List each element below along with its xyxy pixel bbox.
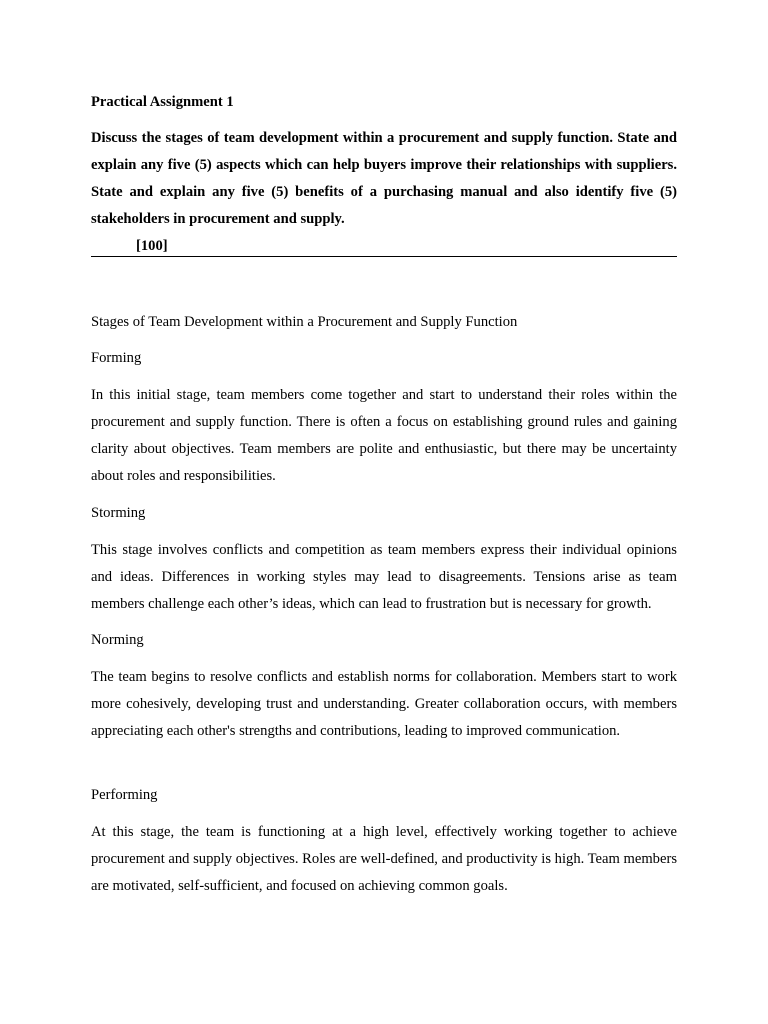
assignment-question: Discuss the stages of team development within a procurement and supply function. State and explain any five (5) aspects which can help buyers improve their relationships with suppliers. State and explain any five (5) benefits of a purchasing manual and also identify five (5) stakeholders in procurement and supply. bbox=[91, 130, 677, 227]
stage-body: At this stage, the team is functioning at a high level, effectively working together to achieve procurement and supply objectives. Roles are well-defined, and productivity is high. Team members are motivated, self-sufficient, and focused on achieving common goals. bbox=[91, 824, 677, 894]
stage-heading: Forming bbox=[91, 350, 142, 366]
stage-body: This stage involves conflicts and competition as team members express their individual opinions and ideas. Differences in working styles may lead to disagreements. Tensions arise as team members challenge each other’s ideas, which can lead to frustration but is necessary for growth. bbox=[91, 542, 677, 612]
stage-heading: Storming bbox=[91, 505, 146, 521]
stage-performing bbox=[91, 782, 677, 900]
section-heading: Stages of Team Development within a Procurement and Supply Function bbox=[91, 314, 518, 330]
assignment-title: Practical Assignment 1 bbox=[91, 94, 234, 110]
horizontal-rule bbox=[91, 256, 677, 257]
stage-heading: Performing bbox=[91, 787, 158, 803]
stage-norming bbox=[91, 627, 677, 745]
stage-heading: Norming bbox=[91, 632, 144, 648]
stage-storming bbox=[91, 500, 677, 618]
marks-label: [100] bbox=[136, 238, 168, 254]
stage-forming bbox=[91, 345, 677, 490]
stage-body: In this initial stage, team members come together and start to understand their roles within the procurement and supply function. There is often a focus on establishing ground rules and gaining clarity about objectives. Team members are polite and enthusiastic, but there may be uncertainty about roles and responsibilities. bbox=[91, 387, 677, 484]
stage-body: The team begins to resolve conflicts and establish norms for collaboration. Members start to work more cohesively, developing trust and understanding. Greater collaboration occurs, with members appreciating each other's strengths and contributions, leading to improved communication. bbox=[91, 669, 677, 739]
